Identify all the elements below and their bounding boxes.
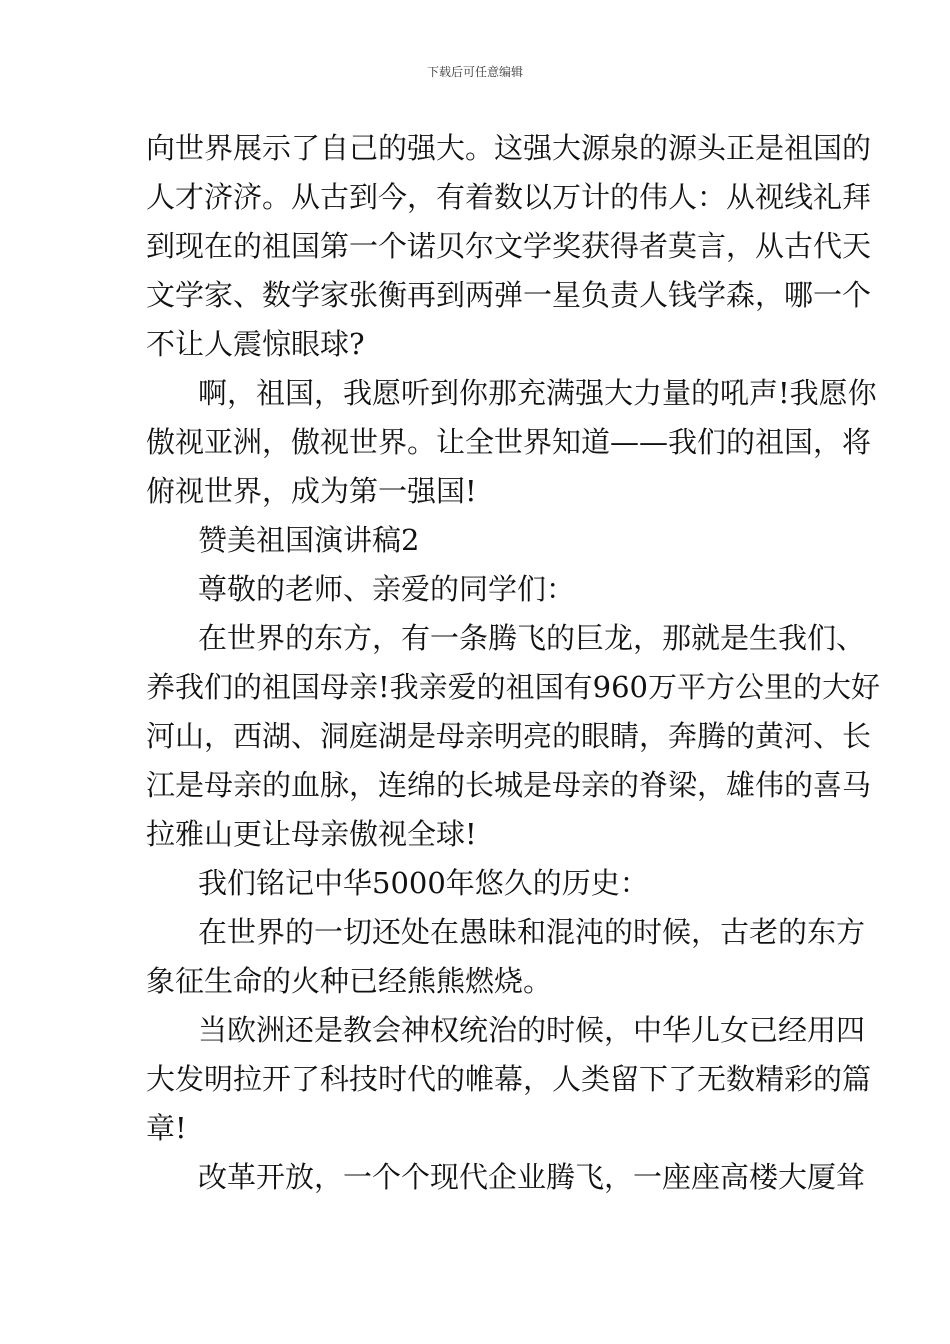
text-line: 大发明拉开了科技时代的帷幕，人类留下了无数精彩的篇 [146,1062,872,1096]
paragraph-start-line: 啊，祖国，我愿听到你那充满强大力量的吼声!我愿你 [198,376,877,410]
paragraph-start-line: 当欧洲还是教会神权统治的时候，中华儿女已经用四 [198,1013,866,1047]
document-body [146,124,881,1202]
section-title: 赞美祖国演讲稿2 [198,523,420,557]
text-line: 傲视亚洲，傲视世界。让全世界知道——我们的祖国，将 [146,425,872,459]
text-line: 向世界展示了自己的强大。这强大源泉的源头正是祖国的 [146,131,872,165]
salutation: 尊敬的老师、亲爱的同学们： [198,572,576,606]
text-line: 河山，西湖、洞庭湖是母亲明亮的眼睛，奔腾的黄河、长 [146,719,872,753]
text-line: 章! [146,1111,187,1145]
text-line: 拉雅山更让母亲傲视全球! [146,817,477,851]
page-header-note: 下载后可任意编辑 [426,65,523,79]
text-line: 人才济济。从古到今，有着数以万计的伟人：从视线礼拜 [146,180,872,214]
text-line: 俯视世界，成为第一强国! [146,474,477,508]
paragraph-start-line: 我们铭记中华5000年悠久的历史： [198,866,649,900]
text-line: 象征生命的火种已经熊熊燃烧。 [146,964,553,998]
text-line: 不让人震惊眼球? [146,327,365,361]
text-line: 文学家、数学家张衡再到两弹一星负责人钱学森，哪一个 [146,278,872,312]
paragraph-start-line: 在世界的一切还处在愚昧和混沌的时候，古老的东方 [198,915,866,949]
text-line: 养我们的祖国母亲!我亲爱的祖国有960万平方公里的大好 [146,670,881,704]
paragraph-start-line: 改革开放，一个个现代企业腾飞，一座座高楼大厦耸 [198,1160,866,1194]
text-line: 江是母亲的血脉，连绵的长城是母亲的脊梁，雄伟的喜马 [146,768,872,802]
paragraph-start-line: 在世界的东方，有一条腾飞的巨龙，那就是生我们、 [198,621,866,655]
text-line: 到现在的祖国第一个诺贝尔文学奖获得者莫言，从古代天 [146,229,872,263]
